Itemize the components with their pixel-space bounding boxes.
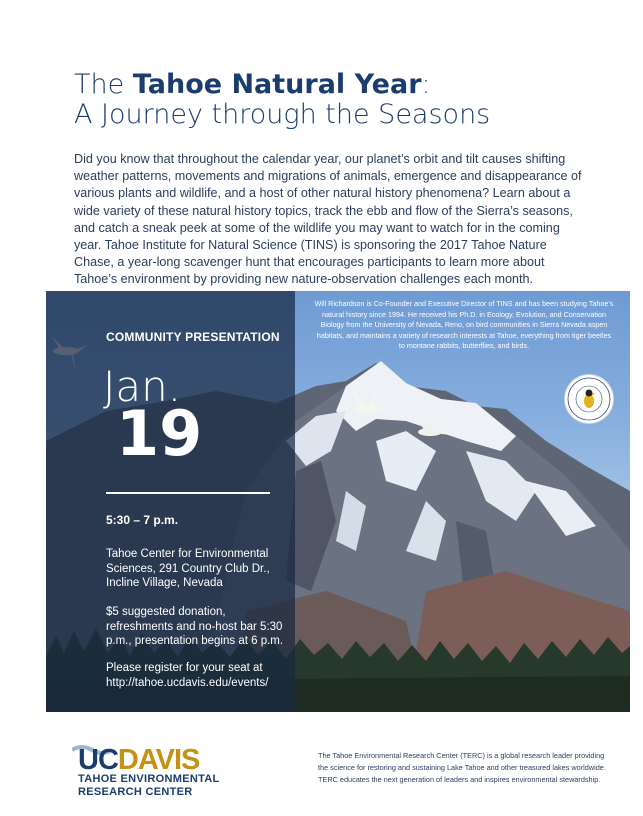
event-time: 5:30 – 7 p.m. xyxy=(106,513,179,527)
event-venue: Tahoe Center for Environmental Sciences, 291 Country Club Dr., Incline Village, Nevada xyxy=(106,548,270,590)
speaker-bio: Will Richardson is Co-Founder and Executive Director of TINS and has been studying Tahoe’s natural history since 1994. He received his Ph.D. in Ecology, Evolution, and Conservation Biology from the University of Nevada, Reno, on bird communities in Sierra Nevada aspen habitats, and maintains a variety of research interests at Tahoe, everything from tiger beetles to montane rabbits, butterflies, and birds. xyxy=(314,299,614,351)
tins-bird-seal-icon xyxy=(564,374,614,424)
event-panel xyxy=(46,291,295,712)
divider xyxy=(106,492,270,494)
title-highlight: Tahoe Natural Year xyxy=(132,69,422,100)
logo-wordmark: UCDAVIS xyxy=(78,744,200,776)
title-prefix: The xyxy=(74,69,133,100)
logo-line2: RESEARCH CENTER xyxy=(78,786,193,798)
logo-line1: TAHOE ENVIRONMENTAL xyxy=(78,773,220,785)
title-suffix: : xyxy=(421,69,431,100)
event-heading: COMMUNITY PRESENTATION xyxy=(106,330,280,344)
event-day: 19 xyxy=(116,397,203,470)
event-register: Please register for your seat at http://tahoe.ucdavis.edu/events/ xyxy=(106,662,269,689)
event-donation: $5 suggested donation, refreshments and no-host bar 5:30 p.m., presentation begins at 6 p.m. xyxy=(106,606,284,648)
intro-paragraph: Did you know that throughout the calendar year, our planet’s orbit and tilt causes shifting weather patterns, movements and migrations of animals, emergence and disappearance of various plants and wildlife, and a host of other natural history phenomena? Learn about a wide variety of these natural history topics, track the ebb and flow of the Sierra’s seasons, and catch a sneak peek at some of the wildlife you may want to watch for in the coming year. Tahoe Institute for Natural Science (TINS) is sponsoring the 2017 Tahoe Nature Chase, a year-long scavenger hunt that encourages participants to learn more about Tahoe’s environment by providing new nature-observation challenges each month. xyxy=(74,152,582,287)
footer-text: The Tahoe Environmental Research Center (TERC) is a global research leader providing the science for restoring and sustaining Lake Tahoe and other treasured lakes worldwide. TERC educates the next generation of leaders and inspires environmental stewardship. xyxy=(318,751,606,784)
event-month: Jan. xyxy=(103,362,182,411)
page-title xyxy=(74,70,490,130)
title-subtitle: A Journey through the Seasons xyxy=(74,99,491,131)
